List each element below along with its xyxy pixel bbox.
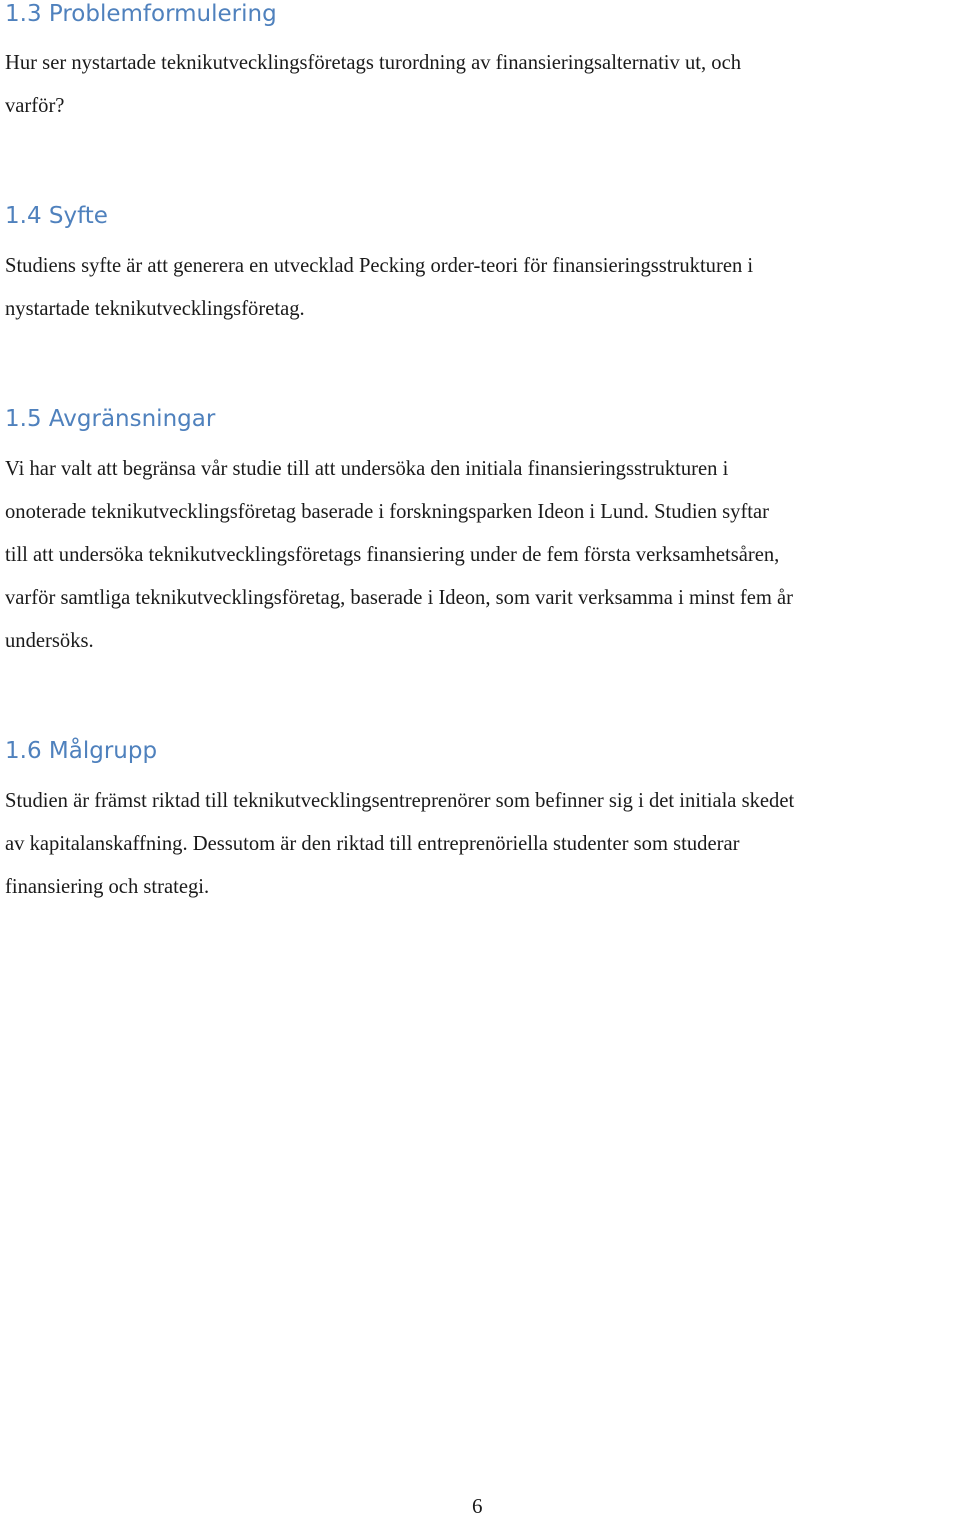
body-line: Vi har valt att begränsa vår studie till att undersöka den initiala finansieringsstrukturen i [5,458,729,480]
page-number: 6 [472,1494,483,1518]
section-heading-syfte: 1.4 Syfte [5,203,108,229]
body-line: Studiens syfte är att generera en utvecklad Pecking order-teori för finansieringsstrukturen i [5,255,754,277]
section-body-malgrupp [5,780,957,909]
body-line: till att undersöka teknikutvecklingsföretags finansiering under de fem första verksamhetsåren, [5,544,780,566]
section-heading-malgrupp: 1.6 Målgrupp [5,738,158,764]
section-heading-problemformulering: 1.3 Problemformulering [5,1,277,27]
body-line: Studien är främst riktad till teknikutvecklingsentreprenörer som befinner sig i det initiala skedet [5,790,795,812]
section-heading-avgransningar: 1.5 Avgränsningar [5,406,216,432]
body-line: finansiering och strategi. [5,876,210,898]
body-line: varför samtliga teknikutvecklingsföretag, baserade i Ideon, som varit verksamma i minst fem år [5,587,794,609]
body-line: Hur ser nystartade teknikutvecklingsföretags turordning av finansieringsalternativ ut, och [5,52,742,74]
section-body-problemformulering [5,42,957,128]
body-line: av kapitalanskaffning. Dessutom är den riktad till entreprenöriella studenter som studerar [5,833,740,855]
section-body-syfte [5,245,957,331]
section-body-avgransningar [5,448,957,663]
body-line: nystartade teknikutvecklingsföretag. [5,298,305,320]
body-line: onoterade teknikutvecklingsföretag baserade i forskningsparken Ideon i Lund. Studien syftar [5,501,770,523]
body-line: undersöks. [5,630,94,652]
body-line: varför? [5,95,65,117]
